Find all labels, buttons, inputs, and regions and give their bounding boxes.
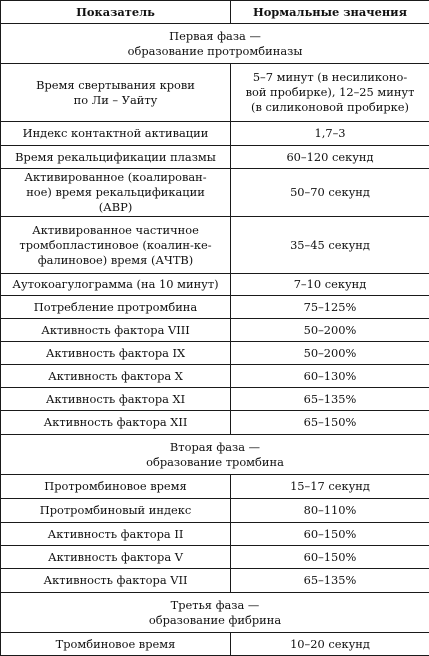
normal-value-cell-line: 80–110% <box>233 503 427 518</box>
table-row <box>1 122 429 146</box>
normal-value-cell <box>231 169 429 217</box>
column-header-indicator: Показатель <box>1 1 231 24</box>
indicator-cell <box>1 388 231 411</box>
table-row <box>1 169 429 217</box>
normal-value-cell <box>231 475 429 499</box>
indicator-cell-line: Активность фактора IX <box>3 346 228 361</box>
indicator-cell-line: Активированное частичное <box>3 223 228 238</box>
indicator-cell-line: Активность фактора VIII <box>3 323 228 338</box>
section-title <box>1 593 429 633</box>
indicator-cell <box>1 411 231 435</box>
table-row <box>1 342 429 365</box>
indicator-cell <box>1 475 231 499</box>
normal-value-cell-line: 50–200% <box>233 346 427 361</box>
normal-value-cell-line: 60–150% <box>233 527 427 542</box>
indicator-cell <box>1 342 231 365</box>
section-row <box>1 24 429 64</box>
indicator-cell-line: Активированное (коалирован- <box>3 170 228 185</box>
section-title-line: образование фибрина <box>3 613 427 628</box>
section-row <box>1 435 429 475</box>
indicator-cell-line: Индекс контактной активации <box>3 126 228 141</box>
section-title-line: Первая фаза — <box>3 29 427 44</box>
table-row <box>1 365 429 388</box>
section-row <box>1 593 429 633</box>
indicator-cell-line: Активность фактора II <box>3 527 228 542</box>
indicator-cell <box>1 64 231 122</box>
indicator-cell <box>1 523 231 546</box>
indicator-cell-line: Потребление протромбина <box>3 300 228 315</box>
normal-value-cell <box>231 633 429 656</box>
normal-value-cell-line: 65–135% <box>233 392 427 407</box>
column-header-normal-values: Нормальные значения <box>231 1 429 24</box>
table-row <box>1 319 429 342</box>
normal-value-cell <box>231 388 429 411</box>
indicator-cell <box>1 633 231 656</box>
indicator-cell-line: Тромбиновое время <box>3 637 228 652</box>
table-row <box>1 475 429 499</box>
indicator-cell-line: Аутокоагулограмма (на 10 минут) <box>3 277 228 292</box>
normal-value-cell <box>231 499 429 523</box>
indicator-cell <box>1 169 231 217</box>
normal-value-cell-line: вой пробирке), 12–25 минут <box>233 85 427 100</box>
normal-value-cell <box>231 569 429 593</box>
normal-value-cell-line: 10–20 секунд <box>233 637 427 652</box>
table-body <box>1 24 429 656</box>
section-title <box>1 435 429 475</box>
normal-value-cell <box>231 319 429 342</box>
indicator-cell <box>1 122 231 146</box>
normal-value-cell <box>231 546 429 569</box>
indicator-cell <box>1 217 231 274</box>
table-row <box>1 296 429 319</box>
indicator-cell-line: Протромбиновое время <box>3 479 228 494</box>
indicator-cell-line: тромбопластиновое (коалин-ке- <box>3 238 228 253</box>
indicator-cell-line: Активность фактора V <box>3 550 228 565</box>
table-row <box>1 633 429 656</box>
normal-value-cell-line: 50–200% <box>233 323 427 338</box>
normal-value-cell-line: 60–130% <box>233 369 427 384</box>
section-title-line: образование протромбиназы <box>3 44 427 59</box>
indicator-cell-line: Протромбиновый индекс <box>3 503 228 518</box>
normal-value-cell <box>231 523 429 546</box>
table-row <box>1 569 429 593</box>
indicator-cell-line: Активность фактора XII <box>3 415 228 430</box>
normal-value-cell <box>231 217 429 274</box>
indicator-cell-line: (АВР) <box>3 200 228 215</box>
indicator-cell <box>1 569 231 593</box>
normal-value-cell <box>231 411 429 435</box>
normal-value-cell-line: 65–135% <box>233 573 427 588</box>
indicator-cell-line: Время свертывания крови <box>3 78 228 93</box>
table-row <box>1 64 429 122</box>
indicator-cell <box>1 365 231 388</box>
indicator-cell-line: по Ли – Уайту <box>3 93 228 108</box>
section-title <box>1 24 429 64</box>
section-title-line: Третья фаза — <box>3 598 427 613</box>
normal-value-cell-line: 15–17 секунд <box>233 479 427 494</box>
normal-value-cell <box>231 342 429 365</box>
table-row <box>1 546 429 569</box>
normal-value-cell-line: 35–45 секунд <box>233 238 427 253</box>
indicator-cell <box>1 319 231 342</box>
indicator-cell-line: Активность фактора VII <box>3 573 228 588</box>
table-row <box>1 146 429 169</box>
indicator-cell-line: Время рекальцификации плазмы <box>3 150 228 165</box>
indicator-cell <box>1 546 231 569</box>
table-row <box>1 274 429 296</box>
section-title-line: образование тромбина <box>3 455 427 470</box>
normal-value-cell-line: 50–70 секунд <box>233 185 427 200</box>
normal-value-cell <box>231 274 429 296</box>
indicator-cell-line: фалиновое) время (АЧТВ) <box>3 253 228 268</box>
normal-value-cell-line: 1,7–3 <box>233 126 427 141</box>
indicator-cell <box>1 274 231 296</box>
indicator-cell-line: Активность фактора X <box>3 369 228 384</box>
indicator-cell <box>1 499 231 523</box>
normal-value-cell-line: 5–7 минут (в несиликоно- <box>233 70 427 85</box>
normal-value-cell <box>231 64 429 122</box>
table-row <box>1 411 429 435</box>
normal-value-cell-line: 60–150% <box>233 550 427 565</box>
table-row <box>1 523 429 546</box>
indicator-cell <box>1 296 231 319</box>
normal-value-cell-line: 7–10 секунд <box>233 277 427 292</box>
normal-value-cell-line: 65–150% <box>233 415 427 430</box>
normal-value-cell <box>231 296 429 319</box>
normal-value-cell <box>231 365 429 388</box>
table-row <box>1 388 429 411</box>
normal-value-cell-line: 75–125% <box>233 300 427 315</box>
section-title-line: Вторая фаза — <box>3 440 427 455</box>
header-row <box>1 1 429 24</box>
indicator-cell-line: Активность фактора XI <box>3 392 228 407</box>
normal-value-cell-line: (в силиконовой пробирке) <box>233 100 427 115</box>
indicator-cell <box>1 146 231 169</box>
indicator-cell-line: ное) время рекальцификации <box>3 185 228 200</box>
table-row <box>1 217 429 274</box>
table-row <box>1 499 429 523</box>
normal-value-cell <box>231 122 429 146</box>
normal-value-cell <box>231 146 429 169</box>
normal-value-cell-line: 60–120 секунд <box>233 150 427 165</box>
